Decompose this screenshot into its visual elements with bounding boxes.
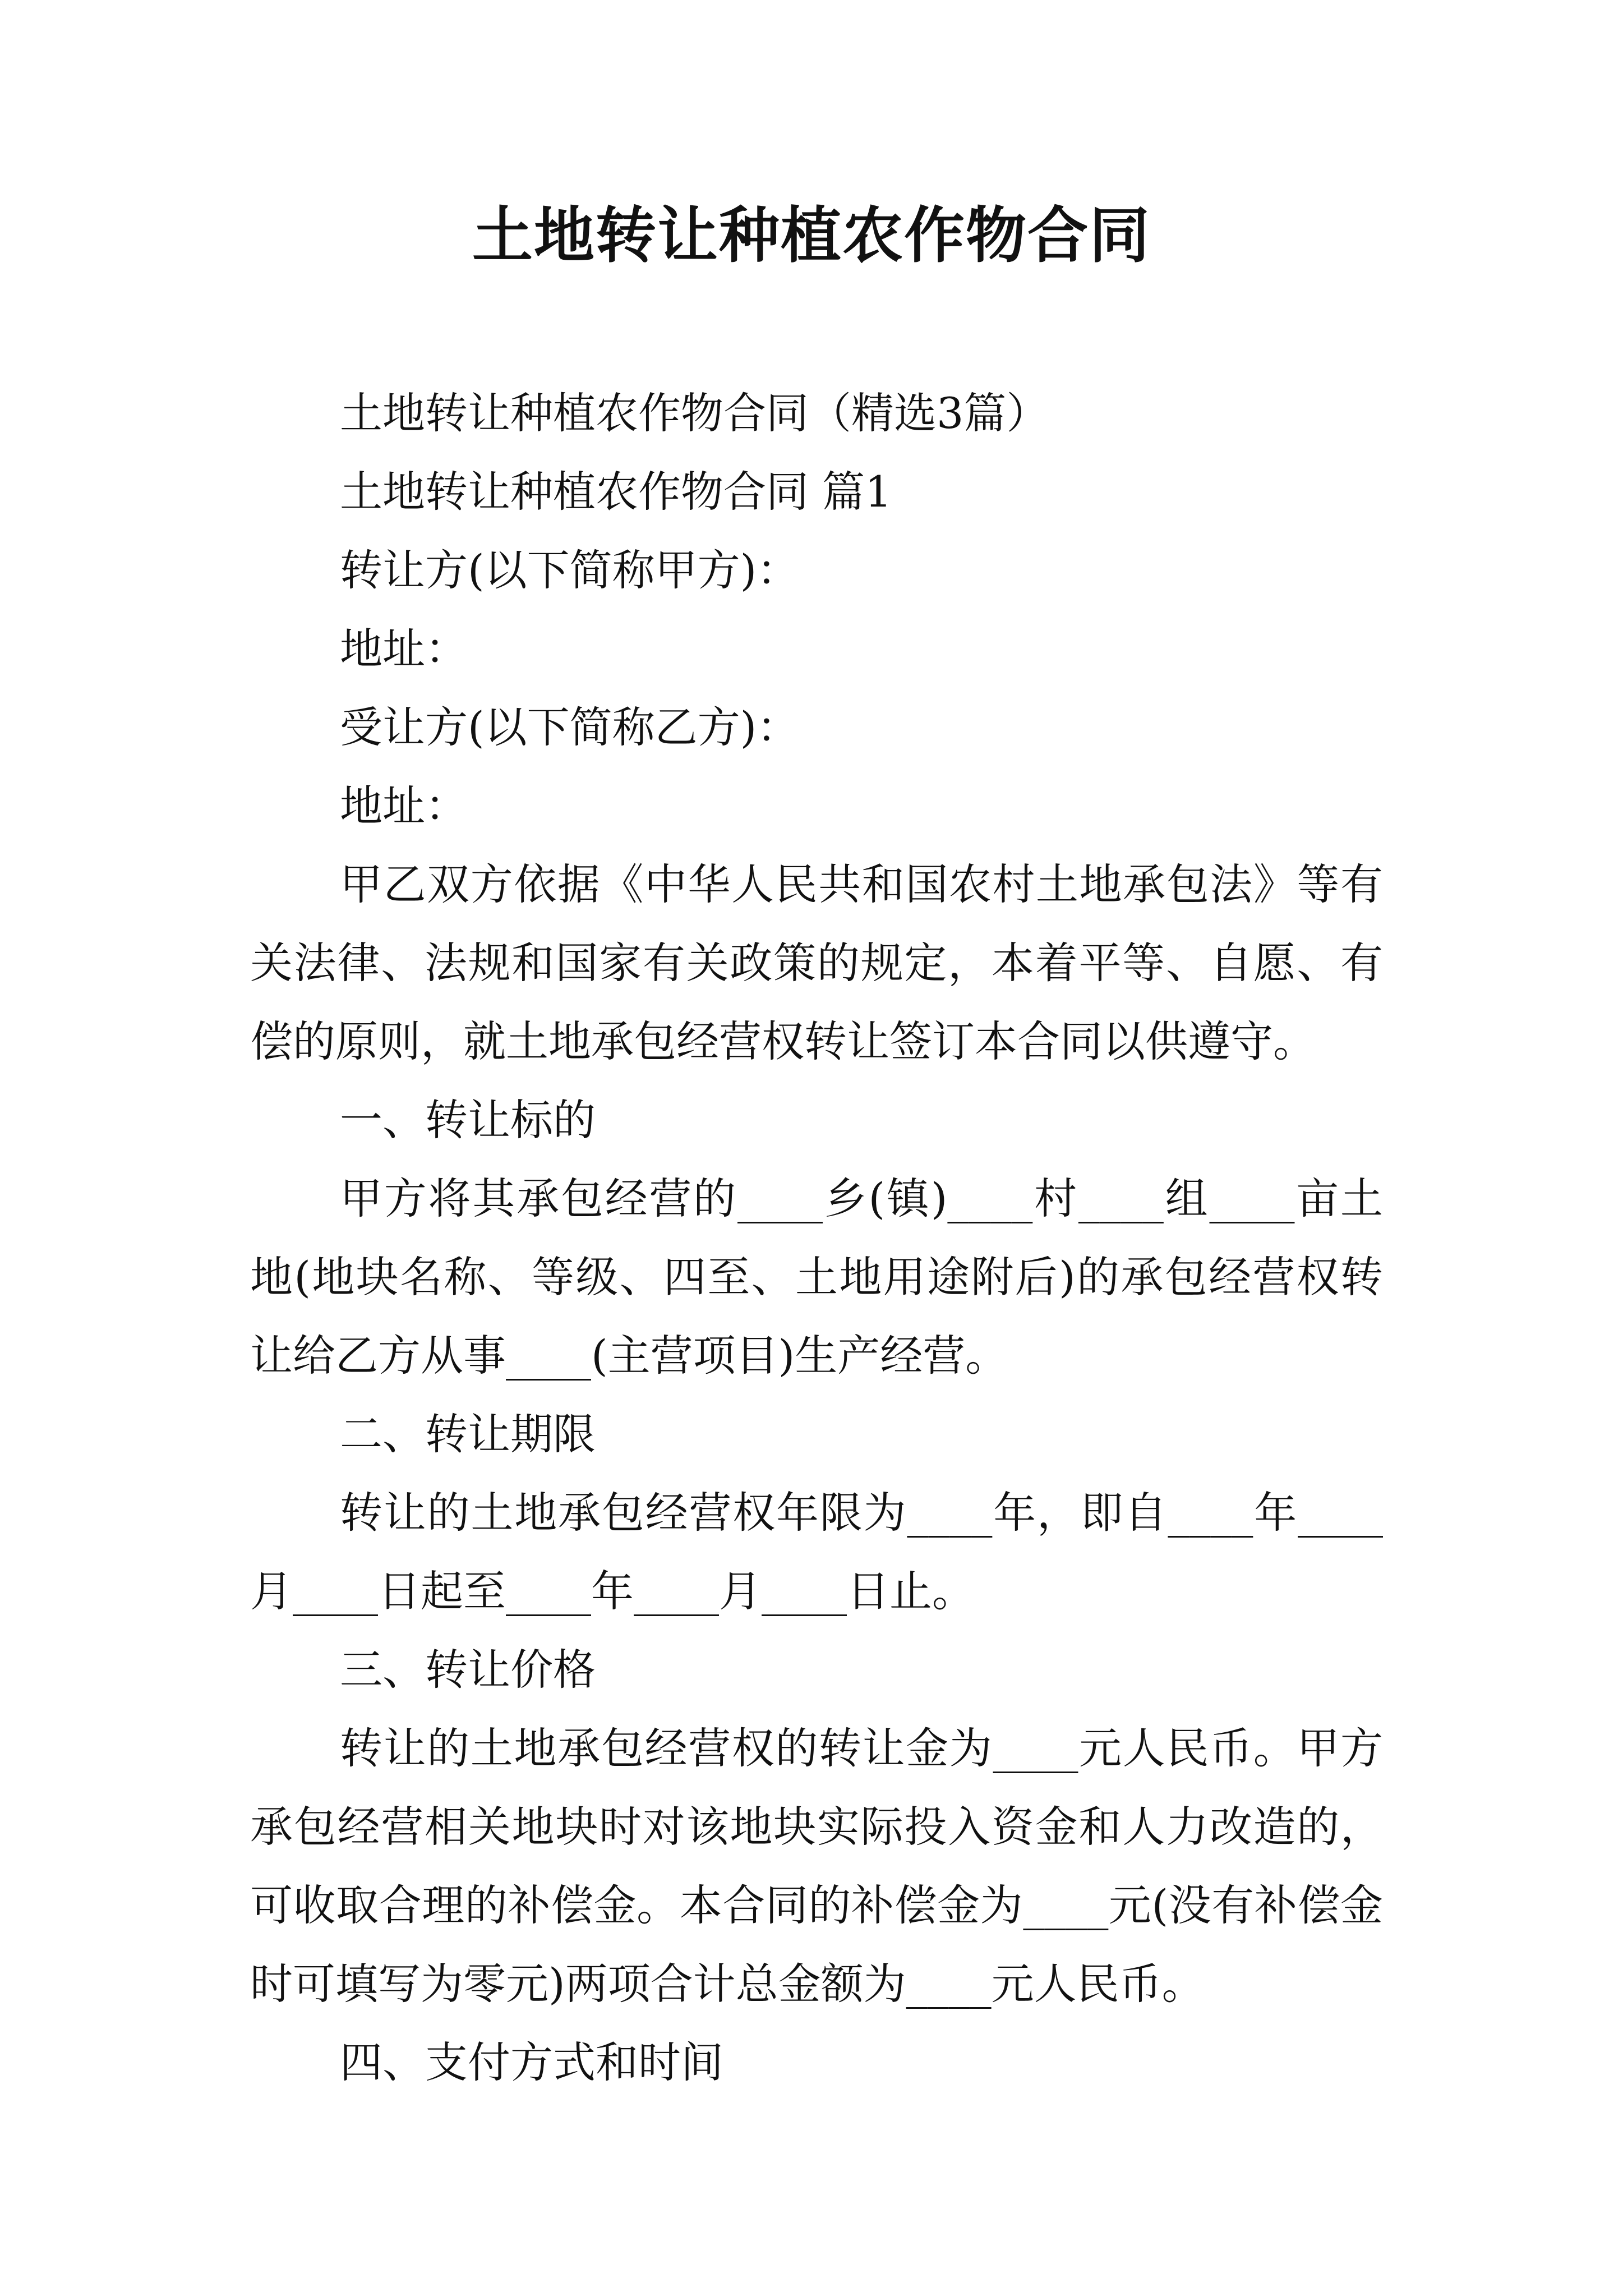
document-body xyxy=(250,374,1383,2102)
clause-3-heading: 三、转让价格 xyxy=(340,1645,596,1695)
transferee-address-label: 地址： xyxy=(340,781,468,831)
transferor-address-label: 地址： xyxy=(340,624,468,674)
section-title-paragraph: 土地转让种植农作物合同 篇1 xyxy=(340,467,892,517)
document-title: 土地转让种植农作物合同 xyxy=(472,200,1151,271)
transferee-label: 受让方(以下简称乙方)： xyxy=(340,702,800,752)
clause-1-paragraph: 甲方将其承包经营的____乡(镇)____村____组____亩土地(地块名称、等级、四至、土地用途附后)的承包经营权转让给乙方从事____(主营项目)生产经营。 xyxy=(250,1174,1383,1381)
clause-2-heading: 二、转让期限 xyxy=(340,1409,596,1459)
clause-1-heading: 一、转让标的 xyxy=(340,1095,596,1145)
clause-2-paragraph: 转让的土地承包经营权年限为____年，即自____年____月____日起至____年____月____日止。 xyxy=(250,1488,1383,1616)
clause-4-heading: 四、支付方式和时间 xyxy=(340,2037,723,2087)
intro-paragraph: 甲乙双方依据《中华人民共和国农村土地承包法》等有关法律、法规和国家有关政策的规定，本着平等、自愿、有偿的原则，就土地承包经营权转让签订本合同以供遵守。 xyxy=(250,859,1383,1066)
clause-3-paragraph: 转让的土地承包经营权的转让金为____元人民币。甲方承包经营相关地块时对该地块实际投入资金和人力改造的，可收取合理的补偿金。本合同的补偿金为____元(没有补偿金时可填写为零元)两项合计总金额为____元人民币。 xyxy=(250,1723,1383,2009)
transferor-label: 转让方(以下简称甲方)： xyxy=(340,545,800,595)
subtitle-paragraph: 土地转让种植农作物合同（精选3篇） xyxy=(340,388,1049,438)
